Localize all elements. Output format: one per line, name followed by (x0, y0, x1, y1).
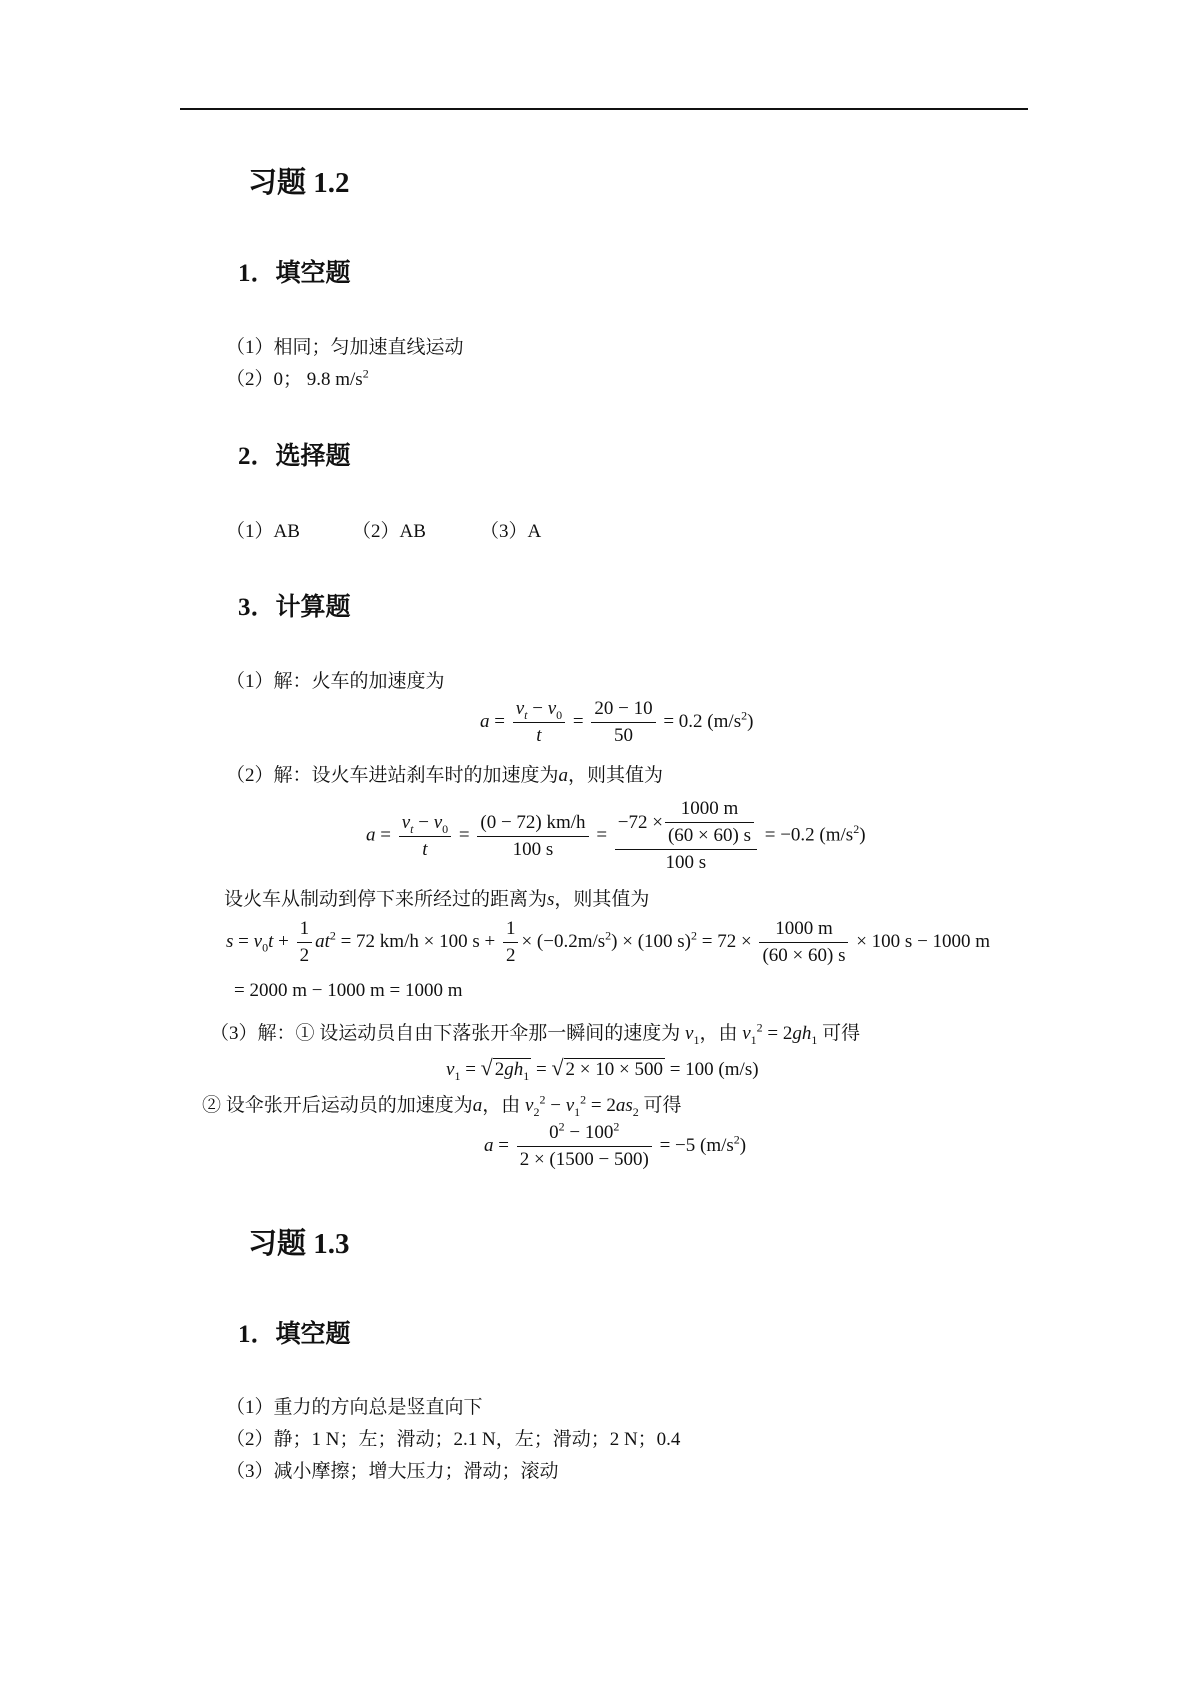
section-title-1-2: 习题 1.2 (248, 167, 350, 199)
q1-title: 1．填空题 (238, 260, 351, 287)
s13-item-3: （3）减小摩擦；增大压力；滑动；滚动 (226, 1461, 559, 1482)
q1-item-1: （1）相同；匀加速直线运动 (226, 337, 464, 358)
calc-2-intro: （2）解：设火车进站刹车时的加速度为a，则其值为 (226, 765, 664, 786)
q2-answer-3: （3）A (480, 521, 542, 542)
calc-1-intro: （1）解：火车的加速度为 (226, 671, 445, 692)
equation-acceleration-1: a = $\frac{v_t - v_0}{t}$ = $\frac{20 - 10}{50}$ = 0.2 $(m/s^2)$ (480, 698, 754, 746)
equation-distance: $s = v_0t$ + $\frac{1}{2}$ $at^2 = 72$ km/h × 100 s + $\frac{1}{2}$ × $(-0.2m/s^2) \times (100$ s)$^2$ = 72 × $\frac{1000 m}{(60 \times 60) s}$ × 100 s − 1000 m (226, 918, 991, 966)
section-title-1-3: 习题 1.3 (248, 1228, 350, 1260)
distance-intro: 设火车从制动到停下来所经过的距离为s，则其值为 (224, 889, 650, 910)
s13-item-1: （1）重力的方向总是竖直向下 (226, 1397, 483, 1418)
q3-title: 3．计算题 (238, 594, 351, 621)
q2-answer-2: （2）AB (352, 521, 426, 542)
header-rule (180, 108, 1028, 110)
calc-3-intro: （3）解：① 设运动员自由下落张开伞那一瞬间的速度为 $v_1$，由 $v_1^2 = 2gh_1$ 可得 (210, 1020, 861, 1047)
equation-acceleration-2: a = $\frac{v_t - v_0}{t}$ = $\frac{(0 - 72) km/h}{100 s}$ = −72 × $\frac{1000 m}{(60 \times 60) s}$ 100 s = −0.2 $(m/s^2)$ (366, 798, 866, 873)
q2-title: 2．选择题 (238, 443, 351, 470)
distance-result: = 2000 m − 1000 m = 1000 m (234, 980, 463, 1001)
q1-title-1-3: 1．填空题 (238, 1321, 351, 1348)
calc-3-step-2: ② 设伞张开后运动员的加速度为a，由 $v_2^2 - v_1^2 = 2as_2$ 可得 (202, 1092, 682, 1119)
equation-velocity: $v_1$ = √ $2gh_1$ = √ 2 × 10 × 500 = 100 (m/s) (446, 1055, 759, 1083)
q2-answer-1: （1）AB (226, 521, 300, 542)
s13-item-2: （2）静；1 N；左；滑动；2.1 N，左；滑动；2 N；0.4 (226, 1429, 681, 1450)
q1-item-2: （2）0； 9.8 $m/s^2$ (226, 366, 369, 390)
equation-acceleration-3: a = $\frac{0^2 - 100^2}{2 \times (1500 - 500)}$ = −5 $(m/s^2)$ (484, 1119, 747, 1170)
